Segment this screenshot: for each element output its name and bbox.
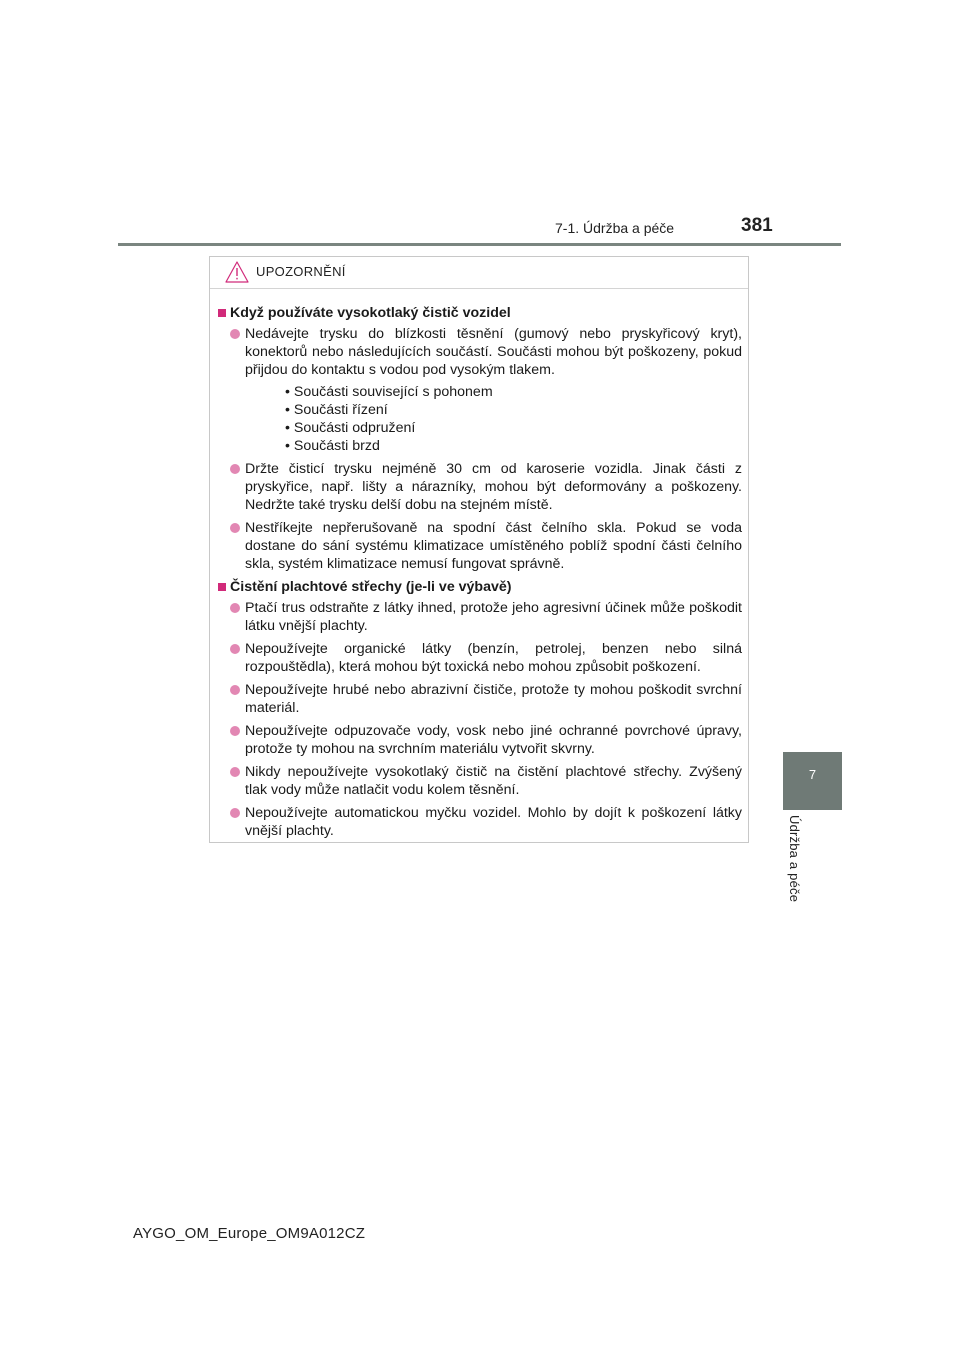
warning-triangle-icon — [225, 261, 249, 283]
round-bullet-icon — [230, 644, 240, 654]
warning-box — [209, 256, 749, 843]
list-item — [218, 325, 742, 455]
section-heading-text: Čistění plachtové střechy (je-li ve výbavě) — [230, 579, 512, 595]
round-bullet-icon — [230, 329, 240, 339]
item-text: Nikdy nepoužívejte vysokotlaký čistič na čistění plachtové střechy. Zvýšený tlak vody může natlačit vodu kolem těsnění. — [245, 764, 742, 798]
item-text: Ptačí trus odstraňte z látky ihned, protože jeho agresivní účinek může poškodit látku vnější plachty. — [245, 600, 742, 634]
chapter-number: 7 — [808, 767, 817, 782]
header-rule — [118, 243, 841, 246]
warning-header — [210, 257, 748, 289]
round-bullet-icon — [230, 808, 240, 818]
section-heading-text: Když používáte vysokotlaký čistič vozidel — [230, 305, 511, 321]
section-heading — [218, 578, 742, 596]
item-text: Nepoužívejte odpuzovače vody, vosk nebo jiné ochranné povrchové úpravy, protože ty mohou na svrchním materiálu vytvořit skvrny. — [245, 723, 742, 757]
header-section-title: 7-1. Údržba a péče — [555, 220, 675, 236]
component-sublist — [245, 383, 742, 455]
chapter-tab — [783, 752, 842, 810]
list-item — [218, 460, 742, 514]
section-heading — [218, 304, 742, 322]
square-bullet-icon — [218, 309, 226, 317]
item-text: Nepoužívejte automatickou myčku vozidel. Mohlo by dojít k poškození látky vnější plachty. — [245, 805, 742, 839]
document-id-footer: AYGO_OM_Europe_OM9A012CZ — [133, 1225, 366, 1242]
round-bullet-icon — [230, 464, 240, 474]
list-item — [218, 599, 742, 635]
sublist-item: • Součásti související s pohonem — [285, 384, 493, 400]
round-bullet-icon — [230, 603, 240, 613]
item-text: Držte čisticí trysku nejméně 30 cm od karoserie vozidla. Jinak části z pryskyřice, např. lišty a nárazníky, mohou být deformovány a poškozeny. Nedržte také trysku delší dobu na stejném místě. — [245, 461, 742, 513]
round-bullet-icon — [230, 685, 240, 695]
item-text: Nedávejte trysku do blízkosti těsnění (gumový nebo pryskyřicový kryt), konektorů nebo následujících součástí. Součásti mohou být poškozeny, pokud přijdou do kontaktu s vodou pod vysokým tlakem. — [245, 326, 742, 378]
round-bullet-icon — [230, 767, 240, 777]
warning-body — [210, 289, 748, 840]
list-item — [218, 681, 742, 717]
sublist-item: • Součásti odpružení — [285, 420, 416, 436]
list-item — [218, 519, 742, 573]
item-text: Nepoužívejte organické látky (benzín, petrolej, benzen nebo silná rozpouštědla), která mohou být toxická nebo mohou způsobit poškození. — [245, 641, 742, 675]
sublist-item: • Součásti řízení — [285, 402, 388, 418]
round-bullet-icon — [230, 523, 240, 533]
list-item — [218, 722, 742, 758]
chapter-title: Údržba a péče — [787, 815, 802, 903]
item-text: Nestříkejte nepřerušovaně na spodní část čelního skla. Pokud se voda dostane do sání systému klimatizace umístěného poblíž spodní části čelního skla, systém klimatizace nemusí fungovat správně. — [245, 520, 742, 572]
sublist-item: • Součásti brzd — [285, 438, 380, 454]
square-bullet-icon — [218, 583, 226, 591]
warning-title: UPOZORNĚNÍ — [256, 264, 346, 279]
list-item — [218, 804, 742, 840]
page-number: 381 — [741, 215, 773, 236]
list-item — [218, 640, 742, 676]
item-text: Nepoužívejte hrubé nebo abrazivní čističe, protože ty mohou poškodit svrchní materiál. — [245, 682, 742, 716]
round-bullet-icon — [230, 726, 240, 736]
list-item — [218, 763, 742, 799]
